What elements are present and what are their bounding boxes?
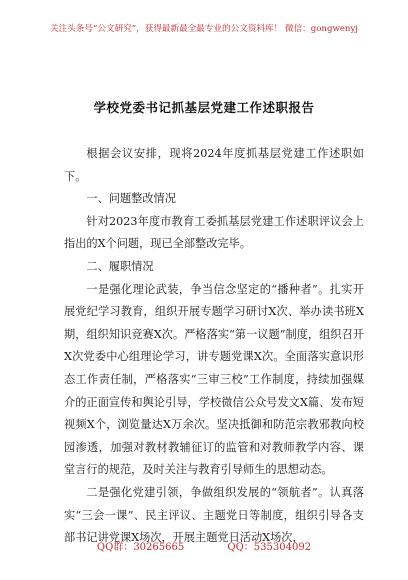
paragraph-intro: 根据会议安排，现将2024年度抓基层党建工作述职如下。 [64,147,364,183]
footer-qq: QQ：535304092 [227,542,312,553]
paragraph-rectification: 针对2023年度市教育工委抓基层党建工作述职评议会上指出的X个问题，现已全部整改完毕。 [64,214,364,251]
paragraph-party-building: 二是强化党建引领，争做组织发展的“领航者”。认真落实“三会一课”、民主评议、主题党日等制度，组织引导各支部书记讲党课X场次，开展主题党日活动X场次， [64,485,364,545]
paragraph-theory: 一是强化理论武装，争当信念坚定的“播种者”。扎实开展党纪学习教育，组织开展专题学习研讨X次、举办读书班X期，组织知识竞赛X次。严格落实“第一议题”制度，组织召开X次党委中心组理论学习，讲专题党课X次。全面落实意识形态工作责任制，严格落实“三审三校”工作制度，持续加强媒介的正面宣传和舆论引导，学校微信公众号发文X篇、发布短视频X个，浏览量达X万余次。坚决抵御和防范宗教邪教向校园渗透，加强对教材教辅征订的监管和对教师教学内容、课堂言行的规范，及时关注与教育引导师生的思想动态。 [64,282,364,477]
heading-duty-performance: 二、履职情况 [86,259,154,273]
document-body [64,143,364,550]
footer-qq-group: QQ群：30265665 [96,542,185,553]
footer-contact [0,538,408,553]
document-title: 学校党委书记抓基层党建工作述职报告 [93,100,315,115]
header-banner: 关注头条号“公文研究”，获得最新最全最专业的公文资料库！ 微信：gongwenyj [50,24,358,34]
heading-issue-rectification: 一、问题整改情况 [86,192,176,206]
